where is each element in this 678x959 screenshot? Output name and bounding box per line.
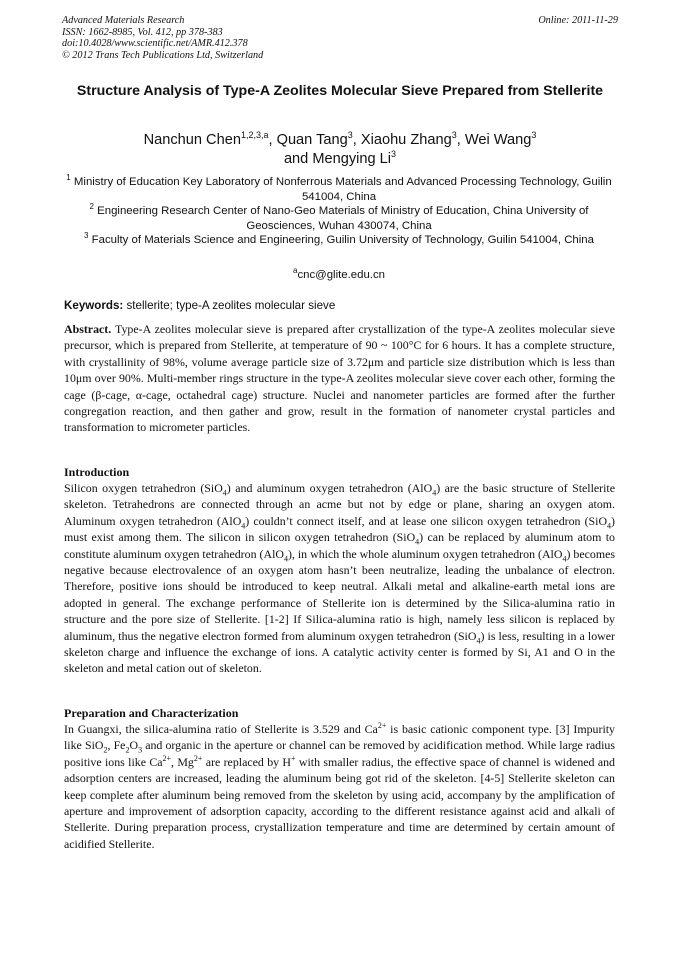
email-mark: a xyxy=(292,266,298,276)
author-list xyxy=(64,131,616,169)
affiliation-number: 1 xyxy=(66,173,71,183)
subscript: 3 xyxy=(138,745,143,755)
text-run: In Guangxi, the silica-alumina ratio of Stellerite is 3.529 and Ca xyxy=(64,722,378,736)
affiliation-text: Faculty of Materials Science and Engineering, Guilin University of Technology, Guilin 541004, China xyxy=(91,234,594,246)
subscript: 4 xyxy=(222,488,227,498)
author-name: and Mengying Li xyxy=(283,151,392,167)
text-run: are replaced by H xyxy=(202,754,292,769)
journal-issn: ISSN: 1662-8985, Vol. 412, pp 378-383 xyxy=(62,26,223,38)
subscript: 4 xyxy=(283,554,288,563)
journal-name: Advanced Materials Research xyxy=(62,15,185,26)
subscript: 4 xyxy=(476,636,481,646)
author-name: , Quan Tang xyxy=(268,132,348,148)
text-run: ) couldn’t connect itself, and at lease one silicon oxygen tetrahedron (SiO xyxy=(245,513,608,528)
abstract-label: Abstract. xyxy=(64,322,112,336)
subscript: 4 xyxy=(241,521,246,531)
author-name: , Wei Wang xyxy=(456,132,532,148)
text-run: ) are the basic structure of Stellerite skeleton. Tetrahedrons are connected through an acme but not by edge or plane, sharing an oxygen atom. Aluminum oxygen tetrahedron (AlO xyxy=(64,481,616,528)
superscript: 2+ xyxy=(162,753,172,763)
text-run: Silicon oxygen tetrahedron (SiO xyxy=(64,481,223,495)
subscript: 4 xyxy=(607,521,612,531)
abstract xyxy=(64,321,615,436)
introduction-heading: Introduction xyxy=(64,465,130,479)
subscript: 4 xyxy=(562,554,567,563)
affiliation-1 xyxy=(58,175,620,204)
affiliation-3 xyxy=(58,233,620,248)
affiliation-2 xyxy=(58,204,620,233)
journal-header xyxy=(62,15,618,61)
superscript: + xyxy=(291,753,296,763)
introduction-paragraph xyxy=(64,480,615,677)
journal-doi: doi:10.4028/www.scientific.net/AMR.412.378 xyxy=(62,38,248,49)
author-affiliation-mark: 3 xyxy=(451,130,457,141)
online-date: Online: 2011-11-29 xyxy=(538,15,618,26)
subscript: 2 xyxy=(103,745,108,755)
text-run: with smaller radius, the effective space of channel is widened and adsorption centers are increased, leading the aluminum being got rid of the skeleton. [4-5] Stellerite skeleton can keep complete after aluminum being removed from the skeleton by using acid, accompany by the amplification of aperture and improvement of adsorption capacity, according to the different resistance against acid and alkali of Stellerite. During preparation process, crystallization temperature and time are determined by certain amount of acidified Stellerite. xyxy=(64,754,615,851)
keywords xyxy=(64,298,616,313)
text-run: ) becomes negative because electrovalence of an oxygen atom hasn’t been neutralize, leading the unbalance of electron. Therefore, positive ions should be introduced to keep neutral. Alkali metal and alkaline-earth metal ions are adopted in general. The exchange performance of Stellerite ion is determined by the Silica-alumina ratio in structure and the pore size of Stellerite. [1-2] If Silica-alumina ratio is high, namely less silicon is replaced by aluminum, thus the negative electron formed from aluminum oxygen tetrahedron (SiO xyxy=(64,546,615,643)
text-run: , Fe xyxy=(107,738,126,753)
author-affiliation-mark: 1,2,3,a xyxy=(240,130,269,141)
text-run: and organic in the aperture or channel can be removed by acidification method. While large radius positive ions like Ca xyxy=(64,738,615,769)
subscript: 4 xyxy=(415,537,420,547)
preparation-paragraph xyxy=(64,721,615,852)
keywords-text: stellerite; type-A zeolites molecular sieve xyxy=(123,299,336,312)
superscript: 2+ xyxy=(193,753,203,763)
text-run: ) can be replaced by aluminum atom to constitute aluminum oxygen tetrahedron (AlO xyxy=(64,530,616,561)
subscript: 4 xyxy=(432,488,437,498)
text-run: ), in which the whole aluminum oxygen tetrahedron (AlO xyxy=(287,546,563,561)
affiliation-number: 2 xyxy=(89,202,94,212)
superscript: 2+ xyxy=(377,721,387,731)
text-run: ) and aluminum oxygen tetrahedron (AlO xyxy=(226,481,433,495)
text-run: , Mg xyxy=(171,754,194,769)
affiliation-text: Engineering Research Center of Nano-Geo Materials of Ministry of Education, China University of Geosciences, Wuhan 430074, China xyxy=(97,205,589,232)
preparation-heading: Preparation and Characterization xyxy=(64,706,239,720)
text-run: ) is less, resulting in a lower skeleton charge and influence the exchange of ions. A catalytic activity center is formed by Si, A1 and O in the skeleton and metal cation out of skeleton. xyxy=(64,628,616,676)
subscript: 2 xyxy=(125,745,130,755)
text-run: O xyxy=(129,738,139,753)
author-name: Nanchun Chen xyxy=(143,132,241,148)
author-affiliation-mark: 3 xyxy=(531,130,537,141)
affiliation-text: Ministry of Education Key Laboratory of Nonferrous Materials and Advanced Processing Technology, Guilin 541004, China xyxy=(73,176,612,203)
author-affiliation-mark: 3 xyxy=(391,149,397,160)
author-affiliation-mark: 3 xyxy=(347,130,353,141)
keywords-label: Keywords: xyxy=(64,299,124,312)
affiliation-number: 3 xyxy=(84,231,89,241)
text-run: ) must exist among them. The silicon in silicon oxygen tetrahedron (SiO xyxy=(64,513,615,545)
abstract-text: Type-A zeolites molecular sieve is prepared after crystallization of the type-A zeolites molecular sieve precursor, which is prepared from Stellerite, at temperature of 90 ~ 100°C for 6 hours. It has a complete structure, with crystallinity of 98%, volume average particle size of 3.72μm and particle size distribution which is less than 10μm over 90%. Multi-member rings structure in the type-A zeolites molecular sieve cover each other, forming the cage (β-cage, α-cage, octahedral cage) structure. Nuclei and nanometer particles are formed after the further congregation reaction, and then gather and grow, result in the formation of nanometer crystal particles and transformation to micrometer particles. xyxy=(64,322,615,435)
author-name: , Xiaohu Zhang xyxy=(352,132,452,148)
author-email xyxy=(58,268,620,283)
text-run: is basic cationic component type. [3] Impurity like SiO xyxy=(64,722,615,753)
email-address: cnc@glite.edu.cn xyxy=(297,269,385,281)
paper-title: Structure Analysis of Type-A Zeolites Molecular Sieve Prepared from Stellerite xyxy=(76,83,604,99)
journal-copyright: © 2012 Trans Tech Publications Ltd, Switzerland xyxy=(62,49,264,61)
